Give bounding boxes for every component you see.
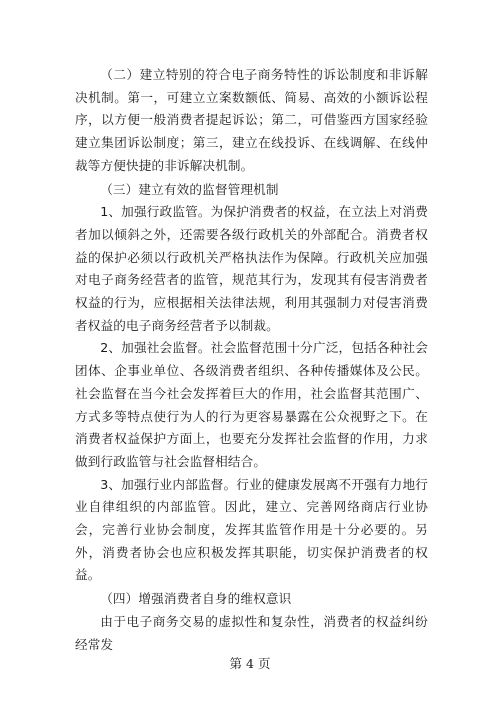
admin-supervision-paragraph: 1、加强行政监管。为保护消费者的权益，在立法上对消费者加以倾斜之外，还需要各级行政机关的外部配合。消费者权益的保护必须以行政机关严格执法作为保障。行政机关应加强对电子商务经营者的监管，规范其行为，发现其有侵害消费者权益的行为，应根据相关法律法规，利用其强制力对侵害消费者权益的电子商务经营者予以制裁。 [75, 204, 428, 333]
page-number: 第 4 页 [229, 656, 271, 671]
section-4-paragraph: 由于电子商务交易的虚拟性和复杂性，消费者的权益纠纷经常发 [75, 613, 428, 652]
section-2-paragraph: （二）建立特别的符合电子商务特性的诉讼制度和非诉解决机制。第一，可建立立案数额低、简易、高效的小额诉讼程序，以方便一般消费者提起诉讼；第二，可借鉴西方国家经验建立集团诉讼制度；第三，建立在线投诉、在线调解、在线仲裁等方便快捷的非诉解决机制。 [75, 67, 428, 173]
social-supervision-paragraph: 2、加强社会监督。社会监督范围十分广泛，包括各种社会团体、企事业单位、各级消费者组织、各种传播媒体及公民。社会监督在当今社会发挥着巨大的作用，社会监督其范围广、方式多等特点使行为人的行为更容易暴露在公众视野之下。在消费者权益保护方面上，也要充分发挥社会监督的作用，力求做到行政监管与社会监督相结合。 [75, 340, 428, 469]
section-3-heading: （三）建立有效的监督管理机制 [100, 181, 279, 197]
industry-supervision-paragraph: 3、加强行业内部监督。行业的健康发展离不开强有力地行业自律组织的内部监管。因此，建立、完善网络商店行业协会，完善行业协会制度，发挥其监管作用是十分必要的。另外，消费者协会也应积极发挥其职能，切实保护消费者的权益。 [75, 476, 428, 583]
document-body [75, 64, 428, 656]
section-4-heading: （四）增强消费者自身的维权意识 [100, 591, 292, 607]
